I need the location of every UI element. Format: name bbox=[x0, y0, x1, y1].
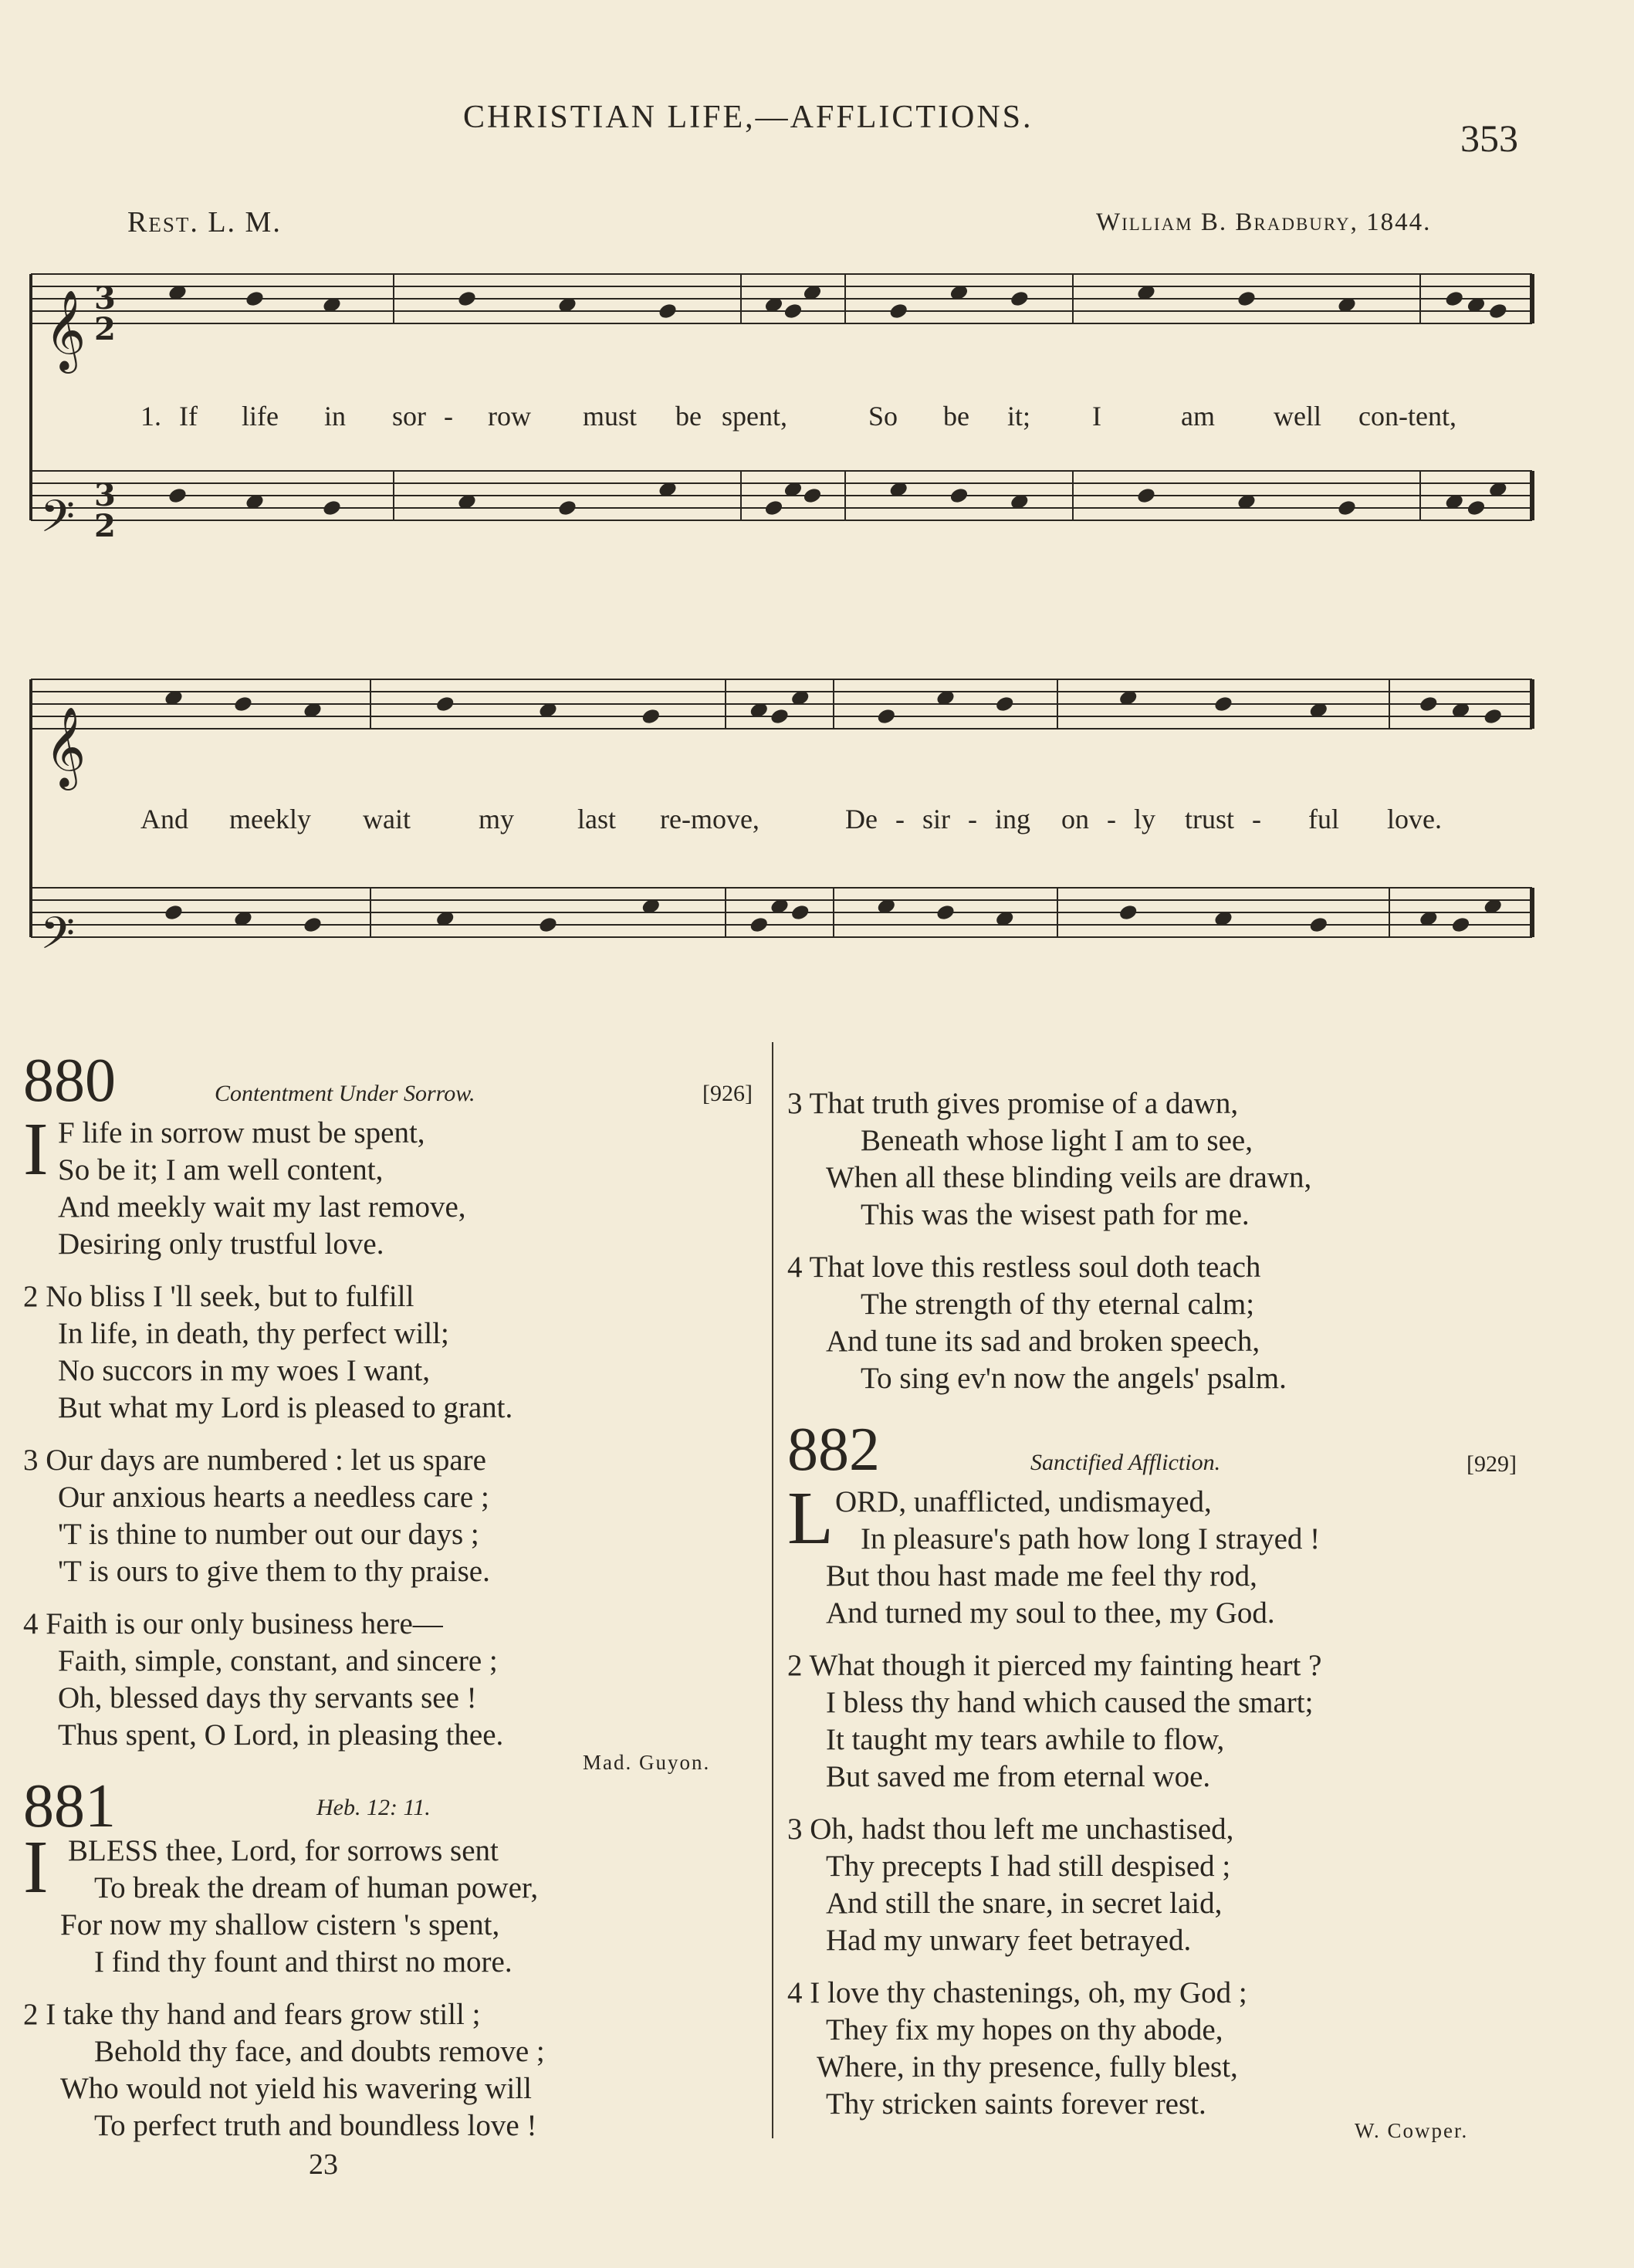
note-head bbox=[1236, 289, 1257, 308]
running-header: CHRISTIAN LIFE,—AFFLICTIONS. bbox=[463, 100, 1034, 135]
verse-line: BLESS thee, Lord, for sorrows sent bbox=[68, 1834, 499, 1867]
lyric-syllable: spent, bbox=[722, 401, 787, 432]
note-head bbox=[763, 499, 784, 517]
verse-line: To perfect truth and boundless love ! bbox=[94, 2109, 537, 2142]
note-head bbox=[1118, 903, 1138, 922]
verse-line: They fix my hopes on thy abode, bbox=[826, 2013, 1223, 2046]
drop-cap: I bbox=[23, 1108, 49, 1191]
hymn-subject: Heb. 12: 11. bbox=[316, 1795, 431, 1820]
note-head bbox=[1337, 499, 1358, 517]
verse-line: When all these blinding veils are drawn, bbox=[826, 1161, 1312, 1194]
verse-line: 'T is thine to number out our days ; bbox=[58, 1518, 479, 1551]
lyric-syllable: be bbox=[675, 401, 702, 432]
verse-line: 2 What though it pierced my fainting heart ? bbox=[787, 1649, 1322, 1682]
verse-line: In life, in death, thy perfect will; bbox=[58, 1317, 449, 1350]
verse-line: But what my Lord is pleased to grant. bbox=[58, 1391, 513, 1424]
verse-line: And meekly wait my last remove, bbox=[58, 1190, 466, 1224]
lyric-syllable: con-tent, bbox=[1358, 401, 1456, 432]
verse-line: Thy precepts I had still despised ; bbox=[826, 1850, 1231, 1883]
verse-line: Oh, blessed days thy servants see ! bbox=[58, 1681, 477, 1715]
lyric-syllable: wait bbox=[363, 804, 411, 834]
lyric-syllable: I bbox=[1092, 401, 1101, 432]
drop-cap: I bbox=[23, 1826, 49, 1909]
verse-line: And still the snare, in secret laid, bbox=[826, 1887, 1223, 1920]
note-head bbox=[770, 707, 790, 726]
verse-line: But thou hast made me feel thy rod, bbox=[826, 1559, 1257, 1593]
lyric-syllable: So bbox=[868, 401, 898, 432]
note-head bbox=[876, 707, 897, 726]
note-head bbox=[994, 695, 1015, 713]
lyric-syllable: in bbox=[324, 401, 347, 432]
note-head bbox=[233, 695, 254, 713]
note-head bbox=[749, 916, 770, 934]
verse-line: In pleasure's path how long I strayed ! bbox=[861, 1522, 1321, 1555]
printer-signature: 23 bbox=[309, 2148, 338, 2181]
column-divider bbox=[772, 1042, 773, 2138]
verse-line: And turned my soul to thee, my God. bbox=[826, 1596, 1275, 1630]
bass-clef-icon: 𝄢 bbox=[40, 907, 76, 970]
lyric-syllable: trust - bbox=[1185, 804, 1261, 834]
lyric-syllable: row bbox=[488, 401, 531, 432]
lyric-syllable: my bbox=[479, 804, 515, 834]
lyric-syllable: be bbox=[943, 401, 969, 432]
note-head bbox=[1466, 499, 1487, 517]
drop-cap: L bbox=[787, 1477, 834, 1560]
verse-line: 3 Oh, hadst thou left me unchastised, bbox=[787, 1813, 1234, 1846]
verse-line: 3 That truth gives promise of a dawn, bbox=[787, 1087, 1239, 1120]
time-signature: 2 bbox=[94, 311, 116, 347]
verse-line: But saved me from eternal woe. bbox=[826, 1760, 1211, 1793]
note-head bbox=[1487, 302, 1508, 320]
note-head bbox=[538, 916, 559, 934]
note-head bbox=[1450, 916, 1471, 934]
note-head bbox=[1444, 289, 1465, 308]
page-number: 353 bbox=[1460, 117, 1518, 160]
note-head bbox=[557, 499, 578, 517]
verse-line: And tune its sad and broken speech, bbox=[826, 1325, 1260, 1358]
verse-line: 2 No bliss I 'll seek, but to fulfill bbox=[23, 1280, 414, 1313]
verse-line: 4 I love thy chastenings, oh, my God ; bbox=[787, 1976, 1247, 2009]
lyric-syllable: meekly bbox=[229, 804, 311, 834]
verse-line: ORD, unafflicted, undismayed, bbox=[835, 1485, 1212, 1518]
note-head bbox=[164, 903, 184, 922]
verse-line: No succors in my woes I want, bbox=[58, 1354, 430, 1387]
note-head bbox=[658, 302, 678, 320]
lyric-syllable: well bbox=[1274, 401, 1321, 432]
hymn-reference: [929] bbox=[1467, 1451, 1517, 1477]
hymn-number: 881 bbox=[23, 1772, 116, 1840]
hymn-subject: Sanctified Affliction. bbox=[1030, 1450, 1221, 1475]
note-head bbox=[949, 486, 969, 505]
hymn-subject: Contentment Under Sorrow. bbox=[215, 1081, 475, 1106]
verse-line: Who would not yield his wavering will bbox=[60, 2072, 532, 2105]
verse-line: The strength of thy eternal calm; bbox=[861, 1288, 1255, 1321]
verse-line: It taught my tears awhile to flow, bbox=[826, 1723, 1225, 1756]
composer: William B. Bradbury, 1844. bbox=[1096, 208, 1432, 236]
treble-clef-icon: 𝄞 bbox=[45, 289, 86, 371]
verse-line: So be it; I am well content, bbox=[58, 1153, 384, 1186]
bass-clef-icon: 𝄢 bbox=[40, 490, 76, 553]
verse-line: To break the dream of human power, bbox=[94, 1871, 539, 1904]
note-head bbox=[457, 289, 478, 308]
lyric-syllable: life bbox=[242, 401, 279, 432]
verse-line: Faith, simple, constant, and sincere ; bbox=[58, 1644, 498, 1677]
hymn-reference: [926] bbox=[702, 1081, 753, 1106]
lyric-syllable: De - sir - ing bbox=[845, 804, 1030, 834]
lyric-syllable: it; bbox=[1007, 401, 1031, 432]
hymn-author: W. Cowper. bbox=[1355, 2119, 1469, 2142]
verse-line: 4 That love this restless soul doth teach bbox=[787, 1251, 1261, 1284]
verse-line: 2 I take thy hand and fears grow still ; bbox=[23, 1998, 481, 2031]
note-head bbox=[641, 707, 661, 726]
verse-line: Thy stricken saints forever rest. bbox=[826, 2087, 1206, 2121]
note-head bbox=[1483, 707, 1504, 726]
note-head bbox=[888, 302, 909, 320]
verse-line: 4 Faith is our only business here— bbox=[23, 1607, 443, 1640]
lyric-syllable: last bbox=[577, 804, 616, 834]
verse-line: For now my shallow cistern 's spent, bbox=[60, 1908, 500, 1941]
note-head bbox=[790, 903, 810, 922]
note-head bbox=[303, 916, 323, 934]
verse-line: Desiring only trustful love. bbox=[58, 1227, 384, 1261]
music-score bbox=[0, 0, 1634, 1019]
lyric-syllable: And bbox=[140, 804, 188, 834]
lyric-syllable: ful bbox=[1308, 804, 1339, 834]
note-head bbox=[935, 903, 956, 922]
note-head bbox=[435, 695, 455, 713]
verse-line: Where, in thy presence, fully blest, bbox=[817, 2050, 1238, 2084]
treble-clef-icon: 𝄞 bbox=[45, 706, 86, 787]
verse-line: Behold thy face, and doubts remove ; bbox=[94, 2035, 545, 2068]
note-head bbox=[783, 302, 803, 320]
time-signature: 2 bbox=[94, 508, 116, 544]
note-head bbox=[1136, 486, 1157, 505]
verse-line: 'T is ours to give them to thy praise. bbox=[58, 1555, 490, 1588]
hymn-author: Mad. Guyon. bbox=[583, 1751, 711, 1774]
lyric-syllable: re-move, bbox=[660, 804, 759, 834]
verse-line: Our anxious hearts a needless care ; bbox=[58, 1481, 489, 1514]
hymn-number: 880 bbox=[23, 1047, 116, 1115]
verse-line: 3 Our days are numbered : let us spare bbox=[23, 1444, 486, 1477]
note-head bbox=[322, 499, 343, 517]
note-head bbox=[802, 486, 823, 505]
verse-line: I bless thy hand which caused the smart; bbox=[826, 1686, 1314, 1719]
verse-line: To sing ev'n now the angels' psalm. bbox=[861, 1362, 1287, 1395]
lyric-syllable: love. bbox=[1387, 804, 1442, 834]
verse-line: F life in sorrow must be spent, bbox=[58, 1116, 425, 1149]
verse-line: Thus spent, O Lord, in pleasing thee. bbox=[58, 1718, 504, 1752]
note-head bbox=[167, 486, 188, 505]
note-head bbox=[1213, 695, 1234, 713]
lyric-syllable: on - ly bbox=[1061, 804, 1155, 834]
verse-line: Had my unwary feet betrayed. bbox=[826, 1924, 1192, 1957]
lyric-syllable: sor - bbox=[392, 401, 453, 432]
time-signature: 3 bbox=[94, 477, 116, 513]
verse-line: I find thy fount and thirst no more. bbox=[94, 1945, 513, 1979]
lyric-syllable: must bbox=[583, 401, 638, 432]
verse-line: Beneath whose light I am to see, bbox=[861, 1124, 1253, 1157]
hymn-number: 882 bbox=[787, 1416, 880, 1484]
lyric-syllable: 1. If bbox=[140, 401, 198, 432]
time-signature: 3 bbox=[94, 280, 116, 317]
note-head bbox=[1418, 695, 1439, 713]
note-head bbox=[245, 289, 266, 308]
tune-name: Rest. L. M. bbox=[127, 206, 282, 239]
note-head bbox=[1308, 916, 1329, 934]
verse-line: This was the wisest path for me. bbox=[861, 1198, 1250, 1231]
lyric-syllable: am bbox=[1181, 401, 1215, 432]
note-head bbox=[1009, 289, 1030, 308]
